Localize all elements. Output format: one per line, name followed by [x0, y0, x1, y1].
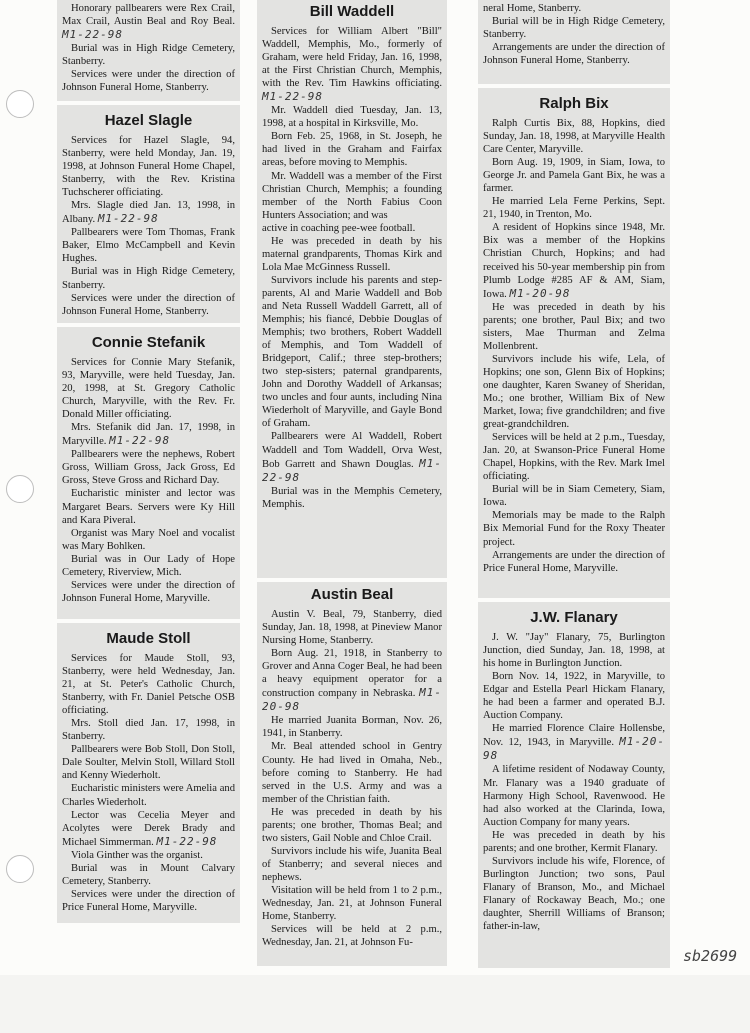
text-paragraph: Eucharistic ministers were Amelia and Charles Wiederholt. — [62, 783, 235, 808]
handwritten-date: M1-22-98 — [262, 456, 443, 484]
text-paragraph: Survivors include his parents and step-parents, Al and Marie Waddell and Bob and Neta Russell Waddell Garrett, all of Memphis; his fiancé, Debbie Douglas of Memphis; two brothers, Robert Waddell of Memphis, and Tom Waddell of Bridgeport, Calif.; three step-brothers; two step-sisters; paternal grandparents, John and Dorothy Waddell of Arkansas; two uncles and four aunts, including Nina Wiederholt of Maryville, and Gayle Bond of Graham. — [262, 274, 442, 430]
obituary-title: J.W. Flanary — [530, 609, 618, 626]
text-paragraph: Born Aug. 19, 1909, in Siam, Iowa, to George Jr. and Pamela Gant Bix, he was a farmer. — [483, 157, 665, 195]
clipping-col1-top — [57, 0, 240, 101]
handwritten-date: M1-22-98 — [156, 834, 218, 848]
punch-hole — [6, 90, 34, 118]
text-paragraph: Services were under the direction of Price Funeral Home, Maryville. — [62, 888, 235, 913]
text-paragraph: He was preceded in death by his parents; one brother, Thomas Beal; and two sisters, Gail Noble and Chloe Crail. — [262, 806, 442, 844]
text-paragraph: Visitation will be held from 1 to 2 p.m., Wednesday, Jan. 21, at Johnson Funeral Home, Stanberry. — [262, 884, 442, 923]
text-paragraph: Services were under the direction of Johnson Funeral Home, Stanberry. — [62, 292, 235, 317]
obituary-jw-flanary — [478, 602, 670, 968]
text-paragraph: Mr. Waddell was a member of the First Christian Church, Memphis; a founding member of the North Fabius Coon Hunters Association; and was — [262, 170, 442, 221]
text-paragraph: Pallbearers were Tom Thomas, Frank Baker, Elmo McCampbell and Kevin Hughes. — [62, 227, 235, 265]
text-paragraph: Mr. Waddell died Tuesday, Jan. 13, 1998, at a hospital in Kirksville, Mo. — [262, 105, 442, 130]
text-paragraph: neral Home, Stanberry. — [483, 3, 582, 14]
text-paragraph: Survivors include his wife, Juanita Beal of Stanberry; and several nieces and nephews. — [262, 845, 442, 883]
text-paragraph: A lifetime resident of Nodaway County, Mr. Flanary was a 1940 graduate of Harmony High School, Ravenwood. He had also worked at the Clarinda, Iowa, Auction Company for many years. — [483, 764, 665, 828]
obituary-bill-waddell — [257, 0, 447, 578]
handwritten-date: M1-22-98 — [109, 434, 171, 448]
text-paragraph: Pallbearers were Bob Stoll, Don Stoll, Dale Soulter, Melvin Stoll, Willard Stoll and Kenny Wiederholt. — [62, 744, 235, 782]
text-paragraph: He married Florence Claire Hollensbe, Nov. 12, 1943, in Maryville. M1-20-98 — [483, 723, 665, 763]
handwritten-date: M1-22-98 — [262, 90, 323, 104]
text-paragraph: Arrangements are under the direction of Johnson Funeral Home, Stanberry. — [483, 42, 665, 67]
obituary-title: Bill Waddell — [309, 3, 395, 20]
text-paragraph: Services were under the direction of Johnson Funeral Home, Stanberry. — [62, 69, 235, 94]
text-paragraph: Arrangements are under the direction of Price Funeral Home, Maryville. — [483, 549, 665, 574]
text-paragraph: Mr. Beal attended school in Gentry County. He had lived in Omaha, Neb., before coming to Stanberry. He had served in the U.S. Army and was a member of the Christian faith. — [262, 741, 442, 805]
handwritten-date: M1-20-98 — [262, 686, 442, 714]
obituary-title: Maude Stoll — [106, 630, 191, 647]
text-paragraph: Born Aug. 21, 1918, in Stanberry to Grover and Anna Coger Beal, he had been a heavy equipment operator for a construction company in Nebraska. M1-20-98 — [262, 648, 442, 714]
obituary-title: Connie Stefanik — [91, 334, 206, 351]
clipping-col3-top — [478, 0, 670, 84]
text-paragraph: Pallbearers were the nephews, Robert Gross, William Gross, Jack Gross, Ed Gross, Steve Gross and Richard Day. — [62, 449, 235, 487]
text-paragraph: Services will be held at 2 p.m., Tuesday, Jan. 20, at Swanson-Price Funeral Home Chapel, Hopkins, with the Rev. Mark Imel officiating. — [483, 432, 665, 483]
text-paragraph: Services for William Albert "Bill" Waddell, Memphis, Mo., formerly of Graham, were held Friday, Jan. 16, 1998, at the First Christian Church, Memphis, with the Rev. Tim Hawkins officiating. M1-22-98 — [262, 26, 442, 104]
text-paragraph: Ralph Curtis Bix, 88, Hopkins, died Sunday, Jan. 18, 1998, at Maryville Health Care Center, Maryville. — [483, 118, 665, 156]
text-paragraph: Born Feb. 25, 1968, in St. Joseph, he had lived in the Graham and Fairfax areas, before moving to Memphis. — [262, 131, 442, 169]
handwritten-date: M1-22-98 — [62, 28, 123, 42]
text-paragraph: Honorary pallbearers were Rex Crail, Max Crail, Austin Beal and Roy Beal. M1-22-98 — [62, 3, 235, 42]
text-paragraph: A resident of Hopkins since 1948, Mr. Bix was a member of the Hopkins Christian Church, Hopkins; and had received his 50-year membership pin from Plumb Lodge #285 AF & AM, Siam, Iowa. M1-20-98 — [483, 222, 665, 300]
text-paragraph: Eucharistic minister and lector was Margaret Bears. Servers were Ky Hill and Kara Piveral. — [62, 488, 235, 526]
text-paragraph: Survivors include his wife, Lela, of Hopkins; one son, Glenn Bix of Hopkins; one daughter, Karen Swaney of Sheridan, Mo.; one brother, William Bix of New Market, Iowa; five grandchildren; and five great-grandchildren. — [483, 353, 665, 431]
text-paragraph: Burial was in High Ridge Cemetery, Stanberry. — [62, 266, 235, 291]
text-paragraph: Burial was in Mount Calvary Cemetery, Stanberry. — [62, 862, 235, 887]
punch-hole — [6, 475, 34, 503]
text-paragraph: Burial will be in Siam Cemetery, Siam, Iowa. — [483, 484, 665, 509]
text-paragraph: Mrs. Slagle died Jan. 13, 1998, in Albany. M1-22-98 — [62, 200, 235, 226]
obituary-title: Austin Beal — [310, 586, 394, 603]
text-paragraph: Burial will be in High Ridge Cemetery, Stanberry. — [483, 16, 665, 41]
text-paragraph: He married Juanita Borman, Nov. 26, 1941, in Stanberry. — [262, 715, 442, 740]
punch-hole — [6, 855, 34, 883]
text-paragraph: Services for Hazel Slagle, 94, Stanberry, were held Monday, Jan. 19, 1998, at Johnson Funeral Home Chapel, Stanberry, with the Rev. Kristina Tuchscherer officiating. — [62, 135, 235, 199]
text-paragraph: He married Lela Ferne Perkins, Sept. 21, 1940, in Trenton, Mo. — [483, 196, 665, 221]
text-paragraph: Lector was Cecelia Meyer and Acolytes were Derek Brady and Michael Simmerman. M1-22-98 — [62, 809, 235, 848]
text-paragraph: active in coaching pee-wee football. — [262, 222, 416, 234]
text-paragraph: Services for Maude Stoll, 93, Stanberry, were held Wednesday, Jan. 21, at St. Peter's Catholic Church, Stanberry, with Fr. Daniel Petsche OSB officiating. — [62, 653, 235, 717]
text-paragraph: Services were under the direction of Johnson Funeral Home, Maryville. — [62, 579, 235, 604]
text-paragraph: Pallbearers were Al Waddell, Robert Waddell and Tom Waddell, Orva West, Bob Garrett and Shawn Douglas. M1-22-98 — [262, 431, 443, 484]
text-paragraph: Services for Connie Mary Stefanik, 93, Maryville, were held Tuesday, Jan. 20, 1998, at St. Gregory Catholic Church, Maryville, with the Rev. Fr. Donald Miller officiating. — [62, 357, 235, 421]
handwritten-date: M1-22-98 — [97, 212, 159, 226]
text-paragraph: Born Nov. 14, 1922, in Maryville, to Edgar and Estella Pearl Hickam Flanary, he had been a farmer and operated B.J. Auction Company. — [483, 671, 665, 722]
handwritten-date: M1-20-98 — [483, 735, 665, 763]
text-paragraph: Austin V. Beal, 79, Stanberry, died Sunday, Jan. 18, 1998, at Pineview Manor Nursing Home, Stanberry. — [262, 609, 442, 647]
text-paragraph: Burial was in Our Lady of Hope Cemetery, Riverview, Mich. — [62, 553, 235, 578]
obituary-title: Ralph Bix — [539, 95, 609, 112]
text-paragraph: Survivors include his wife, Florence, of Burlington Junction; two sons, Paul Flanary of Branson, Mo., and Michael Flanary of Rockaway Beach, Mo.; one daughter, Sherrill Williams of Branson; father-in-law, — [483, 855, 665, 933]
obituary-title: Hazel Slagle — [104, 112, 193, 129]
text-paragraph: He was preceded in death by his parents; and one brother, Kermit Flanary. — [483, 829, 665, 854]
handwritten-archive-number: sb2699 — [683, 947, 738, 965]
text-paragraph: Viola Ginther was the organist. — [71, 849, 203, 861]
text-paragraph: Memorials may be made to the Ralph Bix Memorial Fund for the Roxy Theater project. — [483, 510, 665, 548]
text-paragraph: J. W. "Jay" Flanary, 75, Burlington Junction, died Sunday, Jan. 18, 1998, at his home in Burlington Junction. — [483, 632, 665, 670]
handwritten-date: M1-20-98 — [509, 286, 571, 300]
obituary-austin-beal — [257, 582, 447, 966]
text-paragraph: Organist was Mary Noel and vocalist was Mary Bohlken. — [62, 527, 235, 552]
obituary-maude-stoll — [57, 623, 240, 923]
text-paragraph: Mrs. Stoll died Jan. 17, 1998, in Stanberry. — [62, 718, 235, 743]
text-paragraph: Mrs. Stefanik did Jan. 17, 1998, in Maryville. M1-22-98 — [62, 422, 235, 448]
text-paragraph: Services will be held at 2 p.m., Wednesday, Jan. 21, at Johnson Fu- — [262, 924, 442, 949]
text-paragraph: He was preceded in death by his maternal grandparents, Thomas Kirk and Lola Mae McGinness Russell. — [262, 235, 442, 273]
obituary-hazel-slagle — [57, 105, 240, 323]
text-paragraph: He was preceded in death by his parents; one brother, Paul Bix; and two sisters, Mae Thurman and Zelma Mollenbrent. — [483, 301, 665, 352]
text-paragraph: Burial was in the Memphis Cemetery, Memphis. — [262, 485, 442, 510]
text-paragraph: Burial was in High Ridge Cemetery, Stanberry. — [62, 43, 235, 68]
obituary-ralph-bix — [478, 88, 670, 598]
obituary-connie-stefanik — [57, 327, 240, 619]
